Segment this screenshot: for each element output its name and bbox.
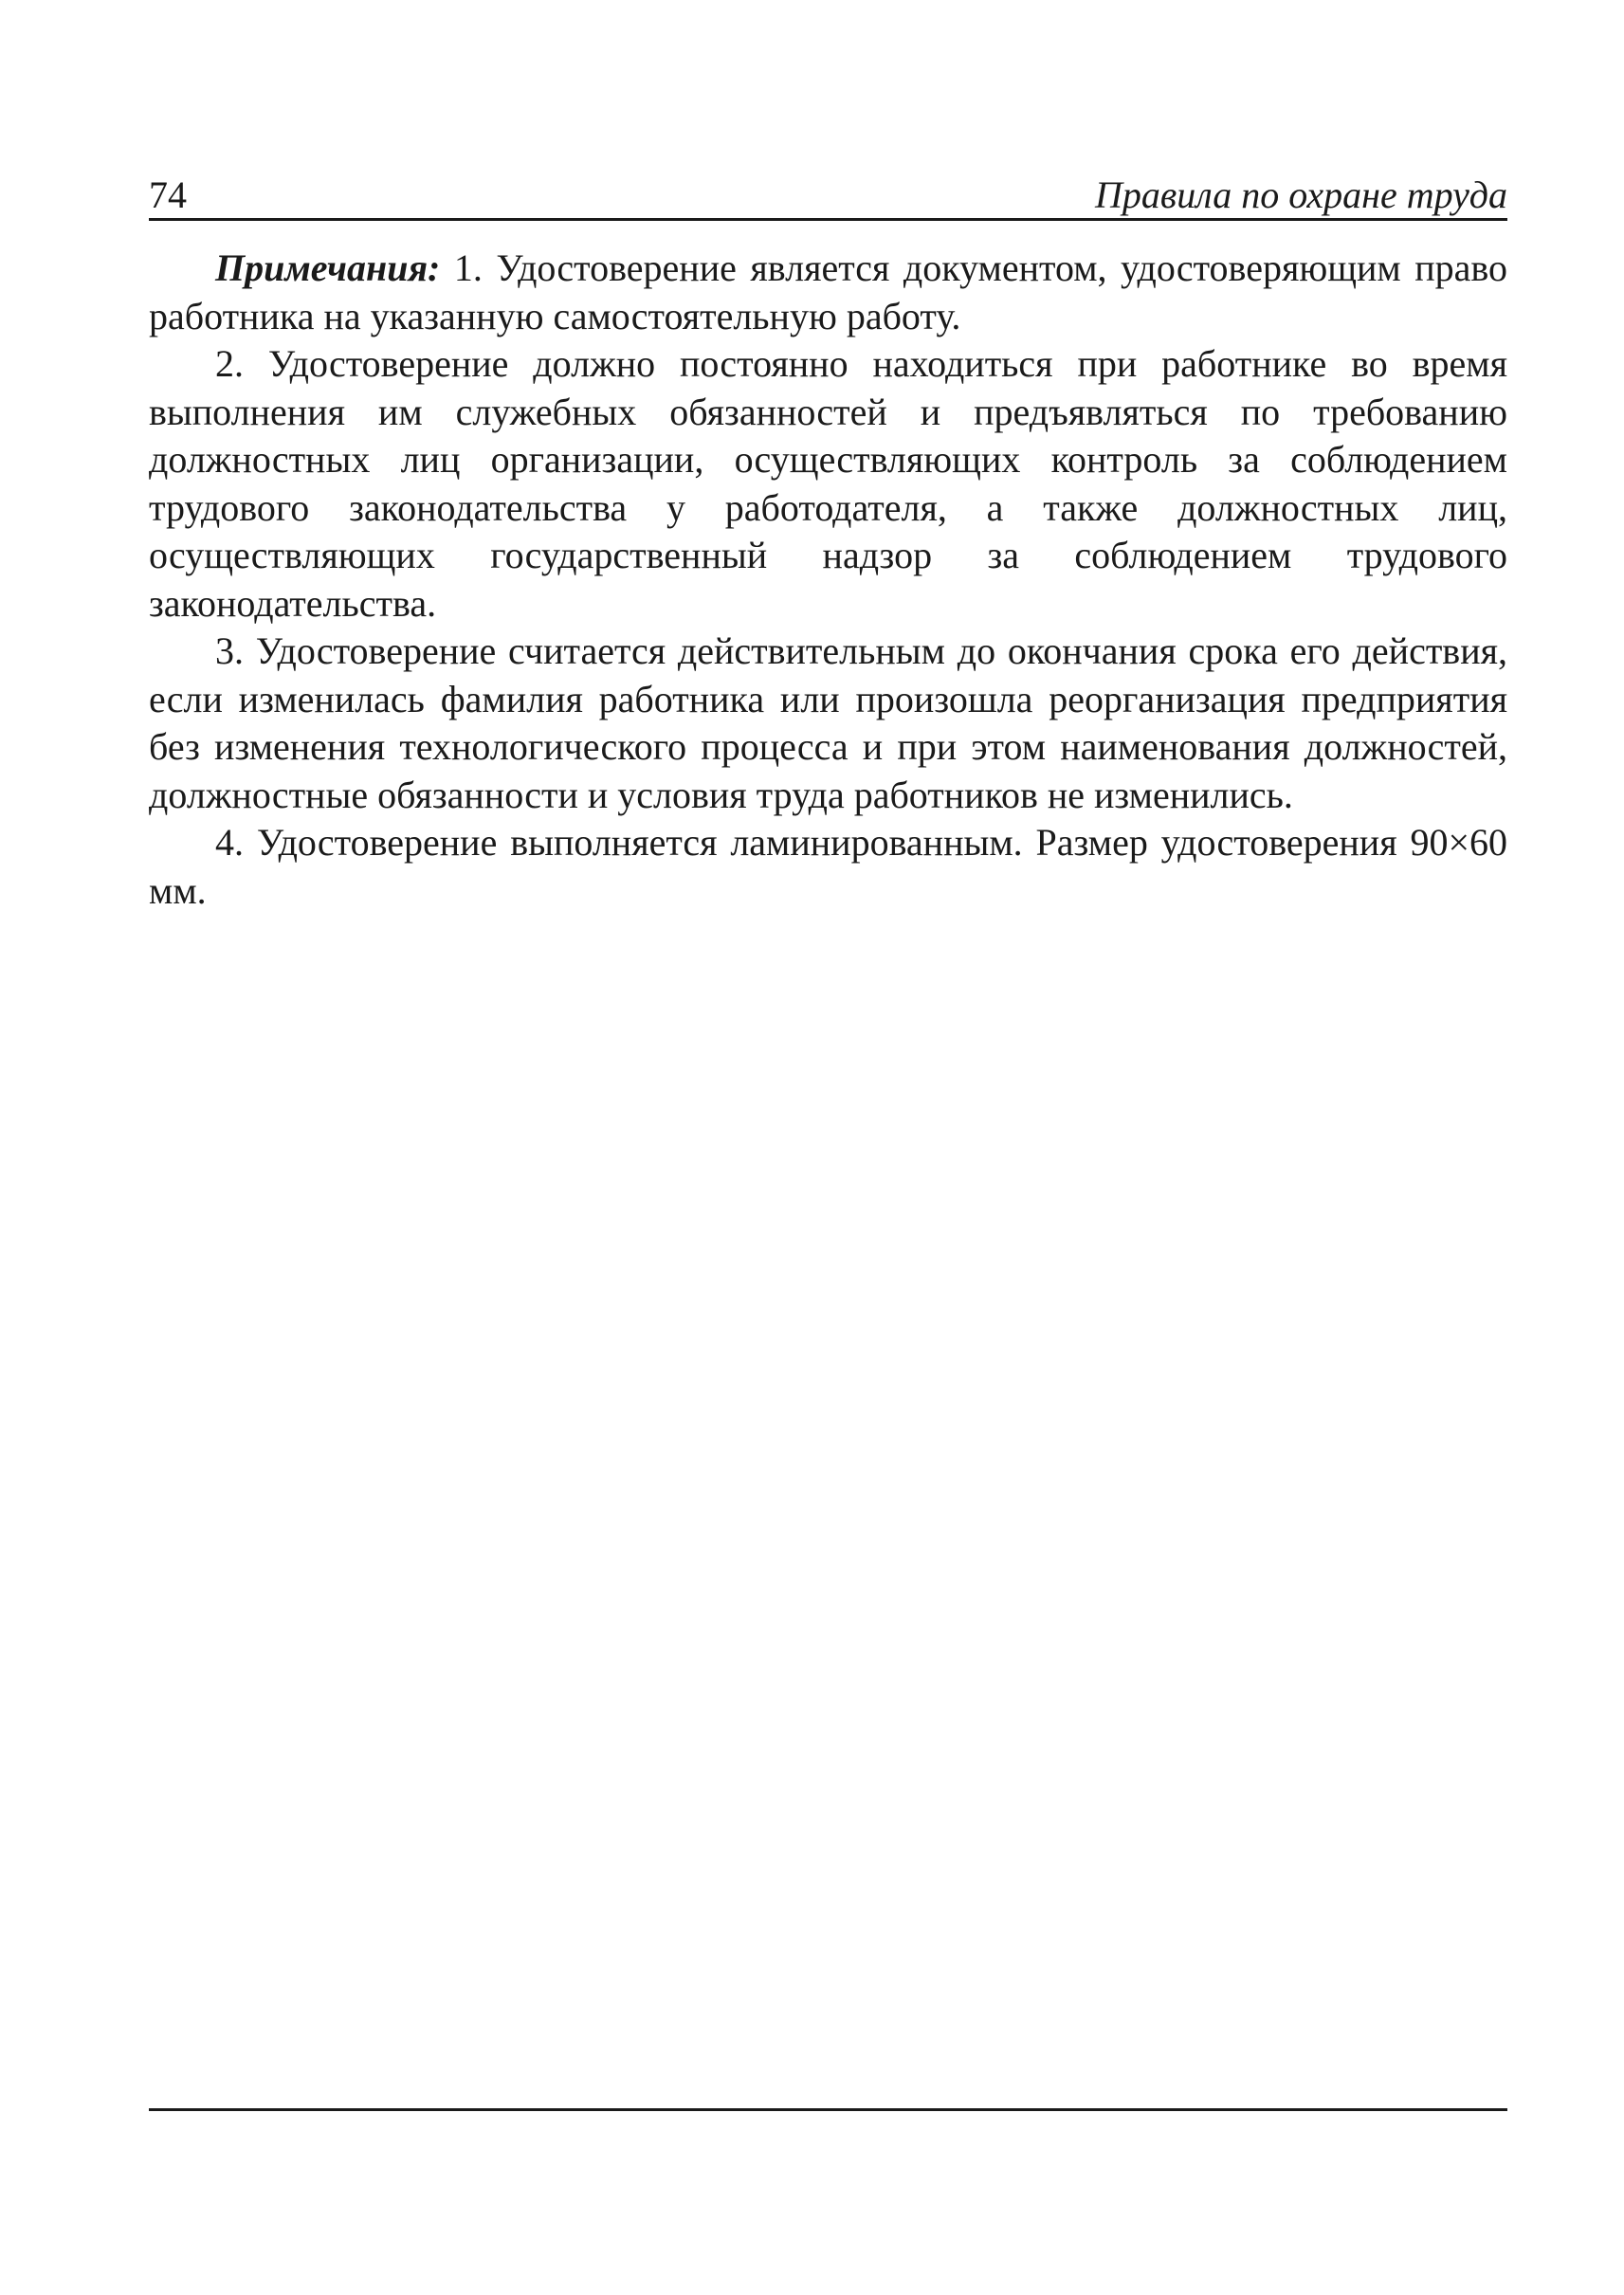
notes-lead: Примечания: <box>215 246 441 289</box>
running-header <box>149 169 1507 221</box>
notes-section <box>149 245 1507 915</box>
note-text-1: 1. Удостоверение является документом, удостоверяющим право работника на указанную самостоятельную работу. <box>149 246 1508 337</box>
running-title: Правила по охране труда <box>1095 173 1507 216</box>
note-item-4: 4. Удостоверение выполняется ламинированным. Размер удостоверения 90×60 мм. <box>149 821 1507 912</box>
note-item-2: 2. Удостоверение должно постоянно находиться при работнике во время выполнения им служебных обязанностей и предъявляться по требованию должностных лиц организации, осуществляющих контроль за соблюдением трудового законодательства у работодателя, а также должностных лиц, осуществляющих государственный надзор за соблюдением трудового законодательства. <box>149 342 1507 625</box>
note-item-3: 3. Удостоверение считается действительным до окончания срока его действия, если изменилась фамилия работника или произошла реорганизация предприятия без изменения технологического процесса и при этом наименования должностей, должностные обязанности и условия труда работников не изменились. <box>149 629 1507 816</box>
footer-rule <box>149 2108 1507 2111</box>
page-number: 74 <box>149 173 187 216</box>
note-item-1 <box>149 245 1507 340</box>
